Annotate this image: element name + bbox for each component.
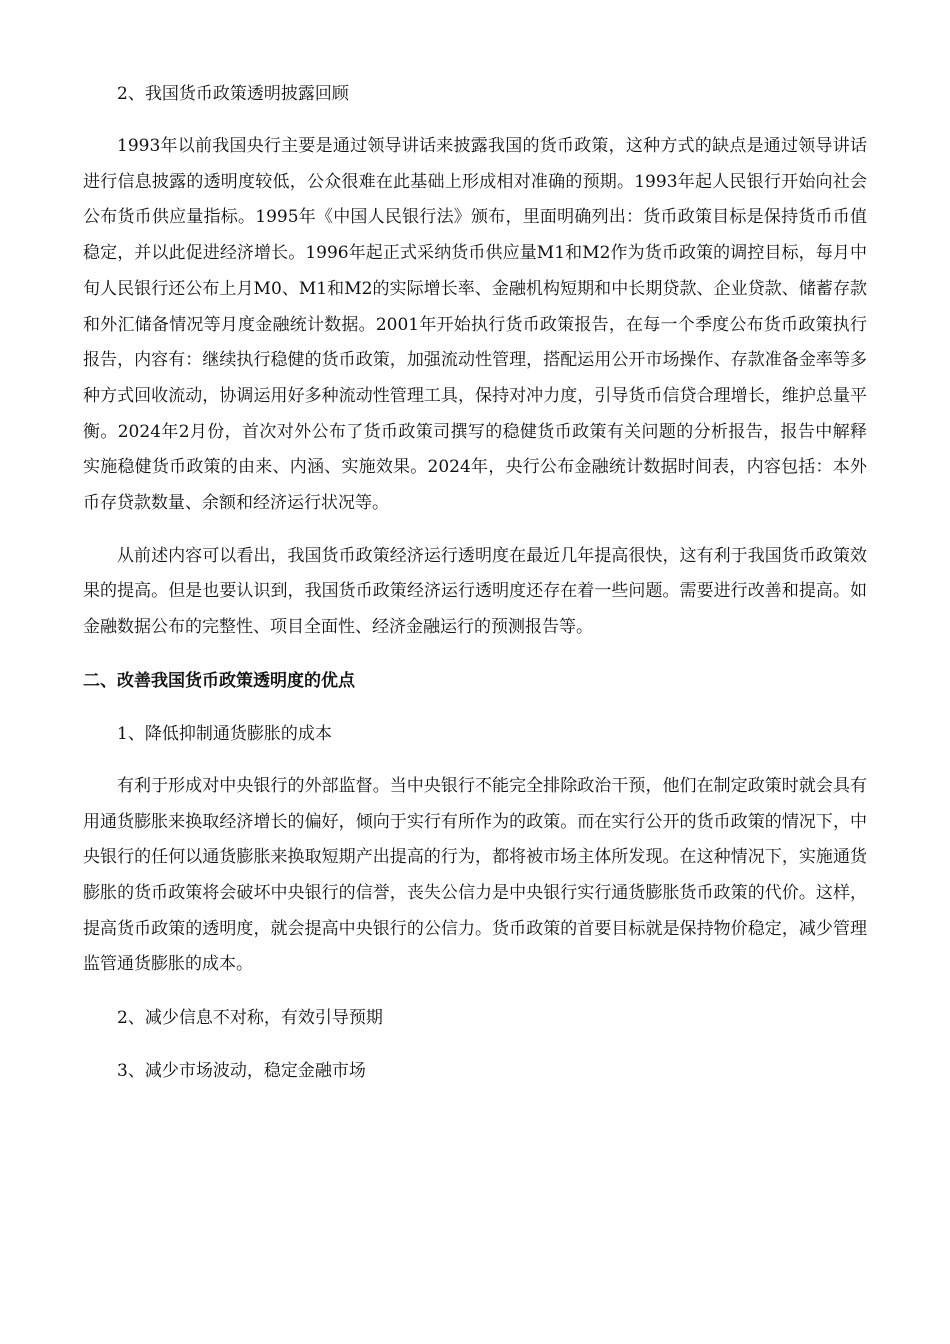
section-heading-advantages: 二、改善我国货币政策透明度的优点 bbox=[83, 670, 355, 691]
subheading-inflation-cost: 1、降低抑制通货膨胀的成本 bbox=[117, 723, 332, 744]
paragraph-external-supervision: 有利于形成对中央银行的外部监督。当中央银行不能完全排除政治干预，他们在制定政策时就会具有用通货膨胀来换取经济增长的偏好，倾向于实行有所作为的政策。而在实行公开的货币政策的情况下，中央银行的任何以通货膨胀来换取短期产出提高的行为，都将被市场主体所发现。在这种情况下，实施通货膨胀的货币政策将会破坏中央银行的信誉，丧失公信力是中央银行实行通货膨胀货币政策的代价。这样，提高货币政策的透明度，就会提高中央银行的公信力。货币政策的首要目标就是保持物价稳定，减少管理监管通货膨胀的成本。 bbox=[83, 775, 867, 975]
paragraph-transparency-summary: 从前述内容可以看出，我国货币政策经济运行透明度在最近几年提高很快，这有利于我国货币政策效果的提高。但是也要认识到，我国货币政策经济运行透明度还存在着一些问题。需要进行改善和提高。如金融数据公布的完整性、项目全面性、经济金融运行的预测报告等。 bbox=[83, 545, 867, 638]
subheading-disclosure-review: 2、我国货币政策透明披露回顾 bbox=[117, 84, 349, 104]
document-page bbox=[83, 76, 867, 1106]
paragraph-disclosure-history: 1993年以前我国央行主要是通过领导讲话来披露我国的货币政策，这种方式的缺点是通过领导讲话进行信息披露的透明度较低，公众很难在此基础上形成相对准确的预期。1993年起人民银行开始向社会公布货币供应量指标。1995年《中国人民银行法》颁布，里面明确列出：货币政策目标是保持货币币值稳定，并以此促进经济增长。1996年起正式采纳货币供应量M1和M2作为货币政策的调控目标，每月中旬人民银行还公布上月M0、M1和M2的实际增长率、金融机构短期和中长期贷款、企业贷款、储蓄存款和外汇储备情况等月度金融统计数据。2001年开始执行货币政策报告，在每一个季度公布货币政策执行报告，内容有：继续执行稳健的货币政策，加强流动性管理，搭配运用公开市场操作、存款准备金率等多种方式回收流动，协调运用好多种流动性管理工具，保持对冲力度，引导货币信贷合理增长，维护总量平衡。2024年2月份，首次对外公布了货币政策司撰写的稳健货币政策有关问题的分析报告，报告中解释实施稳健货币政策的由来、内涵、实施效果。2024年，央行公布金融统计数据时间表，内容包括：本外币存贷款数量、余额和经济运行状况等。 bbox=[83, 136, 867, 514]
subheading-market-stability: 3、减少市场波动，稳定金融市场 bbox=[117, 1061, 366, 1082]
subheading-information-asymmetry: 2、减少信息不对称，有效引导预期 bbox=[117, 1008, 383, 1029]
